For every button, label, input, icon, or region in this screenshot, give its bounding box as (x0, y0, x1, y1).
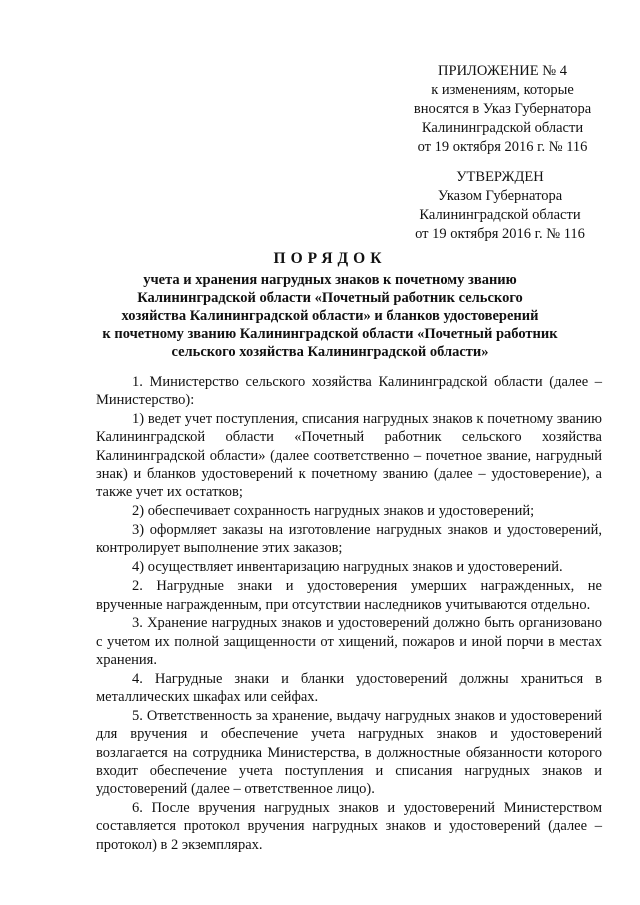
appendix-line: Калининградской области (421, 120, 584, 136)
appendix-header (395, 62, 610, 157)
subtitle-line: к почетному званию Калининградской области «Почетный работник (102, 326, 558, 342)
paragraph-4: 4. Нагрудные знаки и бланки удостоверений должны храниться в металлических шкафах или сейфах. (96, 670, 602, 706)
paragraph-2: 2. Нагрудные знаки и удостоверения умерших награжденных, не врученные награжденным, при отсутствии наследников учитываются отдельно. (96, 578, 602, 613)
approved-line: Калининградской области (419, 207, 581, 223)
document-body (96, 373, 602, 855)
subtitle-line: Калининградской области «Почетный работник сельского (137, 290, 523, 306)
paragraph-1: 1. Министерство сельского хозяйства Калининградской области (далее – Министерство): (96, 374, 602, 409)
appendix-line: ПРИЛОЖЕНИЕ № 4 (438, 63, 567, 79)
subtitle-line: учета и хранения нагрудных знаков к почетному званию (143, 272, 517, 288)
subparagraph-1-4: 4) осуществляет инвентаризацию нагрудных знаков и удостоверений. (132, 559, 563, 576)
subparagraph-1-1: 1) ведет учет поступления, списания нагрудных знаков к почетному званию Калининградской области «Почетный работник сельского хозяйства Калининградской области» (далее соответственно – почетное звание, нагрудный знак) и бланков удостоверений к почетному званию (далее – удостоверение), а также учет их остатков; (96, 411, 602, 501)
subparagraph-1-3: 3) оформляет заказы на изготовление нагрудных знаков и удостоверений, контролирует выполнение этих заказов; (96, 522, 602, 557)
approved-block (400, 168, 600, 244)
subtitle-line: сельского хозяйства Калининградской области» (171, 344, 489, 360)
approved-line: от 19 октября 2016 г. № 116 (415, 226, 585, 242)
paragraph-3: 3. Хранение нагрудных знаков и удостоверений должно быть организовано с учетом их полной защищенности от хищений, пожаров и иной порчи в местах хранения. (96, 615, 602, 669)
paragraph-6: 6. После вручения нагрудных знаков и удостоверений Министерством составляется протокол вручения нагрудных знаков и удостоверений (далее – протокол) в 2 экземплярах. (96, 800, 602, 853)
paragraph-5: 5. Ответственность за хранение, выдачу нагрудных знаков и удостоверений для вручения и обеспечение учета нагрудных знаков и удостоверений возлагается на сотрудника Министерства, в должностные обязанности которого входит обеспечение учета поступления и списания нагрудных знаков и удостоверений (далее – ответственное лицо). (96, 708, 602, 798)
approved-line: Указом Губернатора (437, 188, 563, 204)
approved-line: УТВЕРЖДЕН (456, 169, 544, 185)
subparagraph-1-2: 2) обеспечивает сохранность нагрудных знаков и удостоверений; (132, 503, 535, 520)
document-title: ПОРЯДОК (273, 250, 387, 267)
appendix-line: вносятся в Указ Губернатора (413, 101, 592, 117)
appendix-line: к изменениям, которые (431, 82, 574, 98)
appendix-line: от 19 октября 2016 г. № 116 (417, 139, 588, 155)
subtitle-line: хозяйства Калининградской области» и бланков удостоверений (121, 308, 539, 324)
document-subtitle (60, 271, 600, 361)
